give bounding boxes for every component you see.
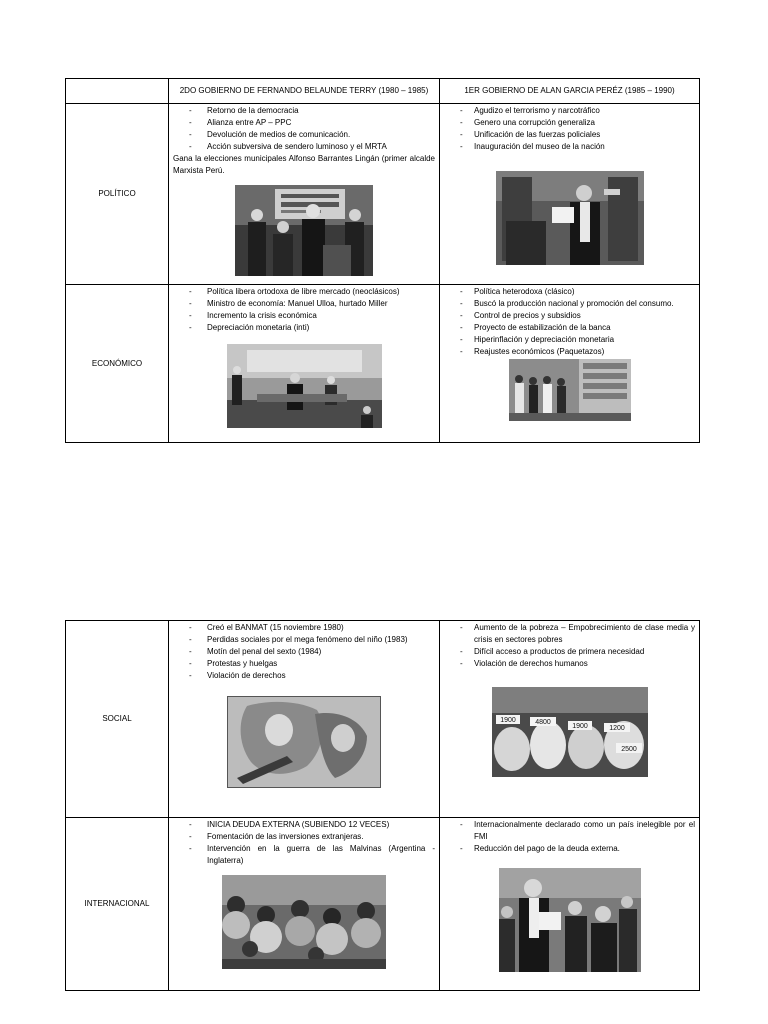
price-tag: 1900 bbox=[571, 723, 588, 730]
photo-congress-session bbox=[227, 344, 382, 428]
list-item: - Acción subversiva de sendero luminoso y el MRTA bbox=[173, 141, 435, 153]
list-item: - Reducción del pago de la deuda externa. bbox=[444, 843, 695, 855]
list-item: - Genero una corrupción generaliza bbox=[444, 117, 695, 129]
list-item: - Agudizo el terrorismo y narcotráfico bbox=[444, 105, 695, 117]
internacional-belaunde-list bbox=[173, 819, 435, 867]
internacional-garcia-cell bbox=[440, 818, 700, 991]
photo-belaunde-rally bbox=[235, 185, 373, 276]
list-item: - Depreciación monetaria (inti) bbox=[173, 322, 435, 334]
politico-garcia-cell bbox=[440, 104, 700, 285]
photo-malvinas-soldiers bbox=[222, 875, 386, 969]
list-item: - Control de precios y subsidios bbox=[444, 310, 695, 322]
list-item: - Motín del penal del sexto (1984) bbox=[173, 646, 435, 658]
photo-garcia-speech bbox=[496, 171, 644, 265]
social-garcia-cell bbox=[440, 621, 700, 818]
internacional-garcia-list bbox=[444, 819, 695, 855]
internacional-belaunde-cell bbox=[169, 818, 440, 991]
header-belaunde: 2DO GOBIERNO DE FERNANDO BELAUNDE TERRY (1980 – 1985) bbox=[169, 79, 440, 104]
list-item: - Unificación de las fuerzas policiales bbox=[444, 129, 695, 141]
row-label-economico: ECONÓMICO bbox=[66, 285, 169, 443]
list-item: - INICIA DEUDA EXTERNA (SUBIENDO 12 VECES) bbox=[173, 819, 435, 831]
row-internacional bbox=[66, 818, 700, 991]
list-item: - Política libera ortodoxa de libre mercado (neoclásicos) bbox=[173, 286, 435, 298]
row-politico bbox=[66, 104, 700, 285]
list-item: - Proyecto de estabilización de la banca bbox=[444, 322, 695, 334]
header-empty-cell bbox=[66, 79, 169, 104]
social-belaunde-list bbox=[173, 622, 435, 682]
header-garcia: 1ER GOBIERNO DE ALAN GARCIA PERÉZ (1985 – 1990) bbox=[440, 79, 700, 104]
list-item: - Retorno de la democracia bbox=[173, 105, 435, 117]
row-label-politico: POLÍTICO bbox=[66, 104, 169, 285]
photo-garcia-inauguration bbox=[499, 868, 641, 972]
list-item: - Aumento de la pobreza – Empobrecimiento de clase media y crisis en sectores pobres bbox=[444, 622, 695, 646]
price-tag: 1900 bbox=[499, 717, 516, 724]
list-item: - Política heterodoxa (clásico) bbox=[444, 286, 695, 298]
politico-belaunde-note: Gana la elecciones municipales Alfonso Barrantes Lingán (primer alcalde Marxista Perú. bbox=[173, 154, 435, 175]
photo-mural-poster bbox=[227, 696, 381, 788]
list-item: - Intervención en la guerra de las Malvinas (Argentina - Inglaterra) bbox=[173, 843, 435, 867]
government-comparison-table-2 bbox=[65, 620, 700, 991]
row-label-social: SOCIAL bbox=[66, 621, 169, 818]
list-item: - Reajustes económicos (Paquetazos) bbox=[444, 346, 695, 358]
list-item: - Difícil acceso a productos de primera necesidad bbox=[444, 646, 695, 658]
price-tag: 2500 bbox=[620, 746, 637, 753]
economico-belaunde-cell bbox=[169, 285, 440, 443]
price-tag: 4800 bbox=[534, 719, 551, 726]
list-item: - Internacionalmente declarado como un país inelegible por el FMI bbox=[444, 819, 695, 843]
government-comparison-table-1 bbox=[65, 78, 700, 443]
photo-market-prices bbox=[492, 687, 648, 777]
list-item: - Violación de derechos humanos bbox=[444, 658, 695, 670]
row-economico bbox=[66, 285, 700, 443]
list-item: - Violación de derechos bbox=[173, 670, 435, 682]
list-item: - Ministro de economía: Manuel Ulloa, hurtado Miller bbox=[173, 298, 435, 310]
row-label-internacional: INTERNACIONAL bbox=[66, 818, 169, 991]
photo-queue-shortage bbox=[509, 359, 631, 421]
list-item: - Protestas y huelgas bbox=[173, 658, 435, 670]
list-item: - Alianza entre AP – PPC bbox=[173, 117, 435, 129]
list-item: - Fomentación de las inversiones extranjeras. bbox=[173, 831, 435, 843]
list-item: - Perdidas sociales por el mega fenómeno del niño (1983) bbox=[173, 634, 435, 646]
price-tag: 1200 bbox=[608, 725, 625, 732]
list-item: - Inauguración del museo de la nación bbox=[444, 141, 695, 153]
row-social bbox=[66, 621, 700, 818]
social-garcia-list bbox=[444, 622, 695, 670]
list-item: - Hiperinflación y depreciación monetaria bbox=[444, 334, 695, 346]
header-row bbox=[66, 79, 700, 104]
politico-belaunde-list bbox=[173, 105, 435, 153]
social-belaunde-cell bbox=[169, 621, 440, 818]
list-item: - Buscó la producción nacional y promoción del consumo. bbox=[444, 298, 695, 310]
economico-garcia-cell bbox=[440, 285, 700, 443]
list-item: - Incremento la crisis económica bbox=[173, 310, 435, 322]
politico-garcia-list bbox=[444, 105, 695, 153]
politico-belaunde-cell bbox=[169, 104, 440, 285]
list-item: - Creó el BANMAT (15 noviembre 1980) bbox=[173, 622, 435, 634]
economico-garcia-list bbox=[444, 286, 695, 358]
economico-belaunde-list bbox=[173, 286, 435, 334]
list-item: - Devolución de medios de comunicación. bbox=[173, 129, 435, 141]
